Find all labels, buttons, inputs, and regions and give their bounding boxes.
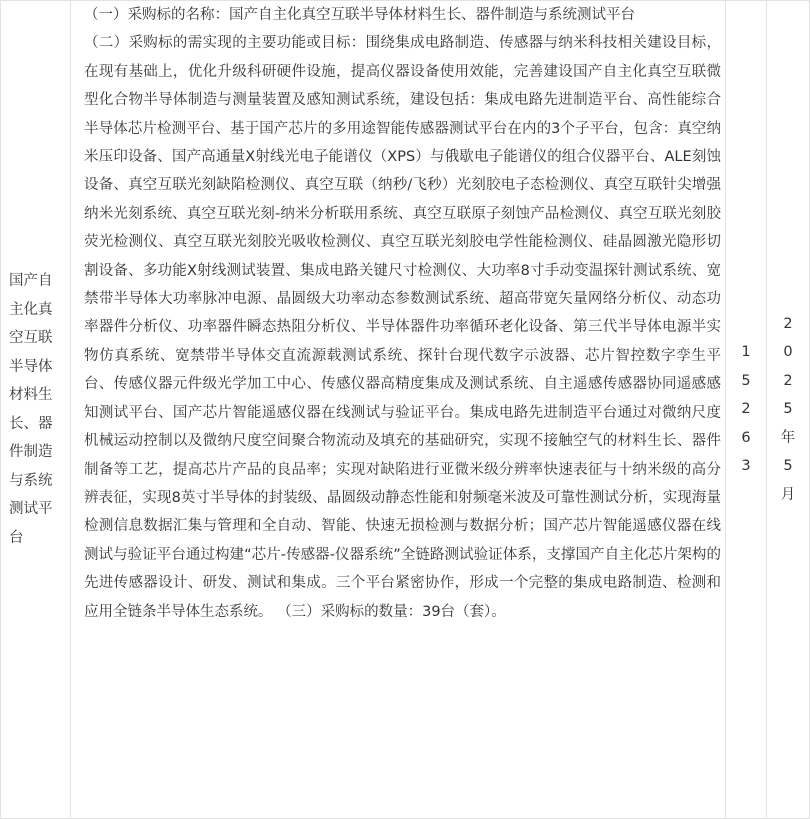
table-row [1, 1, 810, 819]
budget-value: 15263 [741, 344, 751, 475]
procurement-date: 2025年5月 [780, 316, 796, 503]
budget-cell [726, 1, 767, 819]
project-name-cell [1, 1, 71, 819]
project-description-cell [71, 1, 726, 819]
date-cell [767, 1, 810, 819]
description-paragraph-2: （二）采购标的需实现的主要功能或目标：围绕集成电路制造、传感器与纳米科技相关建设目标，在现有基础上，优化升级科研硬件设施，提高仪器设备使用效能，完善建设国产自主化真空互联微型化合物半导体制造与测量装置及感知测试系统，建设包括：集成电路先进制造平台、高性能综合半导体芯片检测平台、基于国产芯片的多用途智能传感器测试平台在内的3个子平台，包含：真空纳米压印设备、国产高通量X射线光电子能谱仪（XPS）与俄歇电子能谱仪的组合仪器平台、ALE刻蚀设备、真空互联光刻缺陷检测仪、真空互联（纳秒/飞秒）光刻胶电子态检测仪、真空互联针尖增强纳米光刻系统、真空互联光刻-纳米分析联用系统、真空互联原子刻蚀产品检测仪、真空互联光刻胶荧光检测仪、真空互联光刻胶光吸收检测仪、真空互联光刻胶电学性能检测仪、硅晶圆激光隐形切割设备、多功能X射线测试装置、集成电路关键尺寸检测仪、大功率8寸手动变温探针测试系统、宽禁带半导体大功率脉冲电源、晶圆级大功率动态参数测试系统、超高带宽矢量网络分析仪、动态功率器件分析仪、功率器件瞬态热阻分析仪、半导体器件功率循环老化设备、第三代半导体电源半实物仿真系统、宽禁带半导体交直流源载测试系统、探针台现代数字示波器、芯片智控数字孪生平台、传感仪器元件级光学加工中心、传感仪器高精度集成及测试系统、自主遥感传感器协同遥感感知测试平台、国产芯片智能遥感仪器在线测试与验证平台。集成电路先进制造平台通过对微纳尺度机械运动控制以及微纳尺度空间聚合物流动及填充的基础研究，实现不接触空气的材料生长、器件制备等工艺，提高芯片产品的良品率；实现对缺陷进行亚微米级分辨率快速表征与十纳米级的高分辨表征，实现8英寸半导体的封装级、晶圆级动静态性能和射频毫米波及可靠性测试分析，实现海量检测信息数据汇集与管理和全自动、智能、快速无损检测与数据分析；国产芯片智能遥感仪器在线测试与验证平台通过构建“芯片-传感器-仪器系统”全链路测试验证体系，支撑国产自主化芯片架构的先进传感器设计、研发、测试和集成。三个平台紧密协作，形成一个完整的集成电路制造、检测和应用全链条半导体生态系统。 （三）采购标的数量：39台（套）。 [84, 35, 721, 620]
description-paragraph-1: （一）采购标的名称：国产自主化真空互联半导体材料生长、器件制造与系统测试平台 [84, 7, 635, 23]
project-name: 国产自主化真空互联半导体材料生长、器件制造与系统测试平台 [9, 273, 53, 546]
